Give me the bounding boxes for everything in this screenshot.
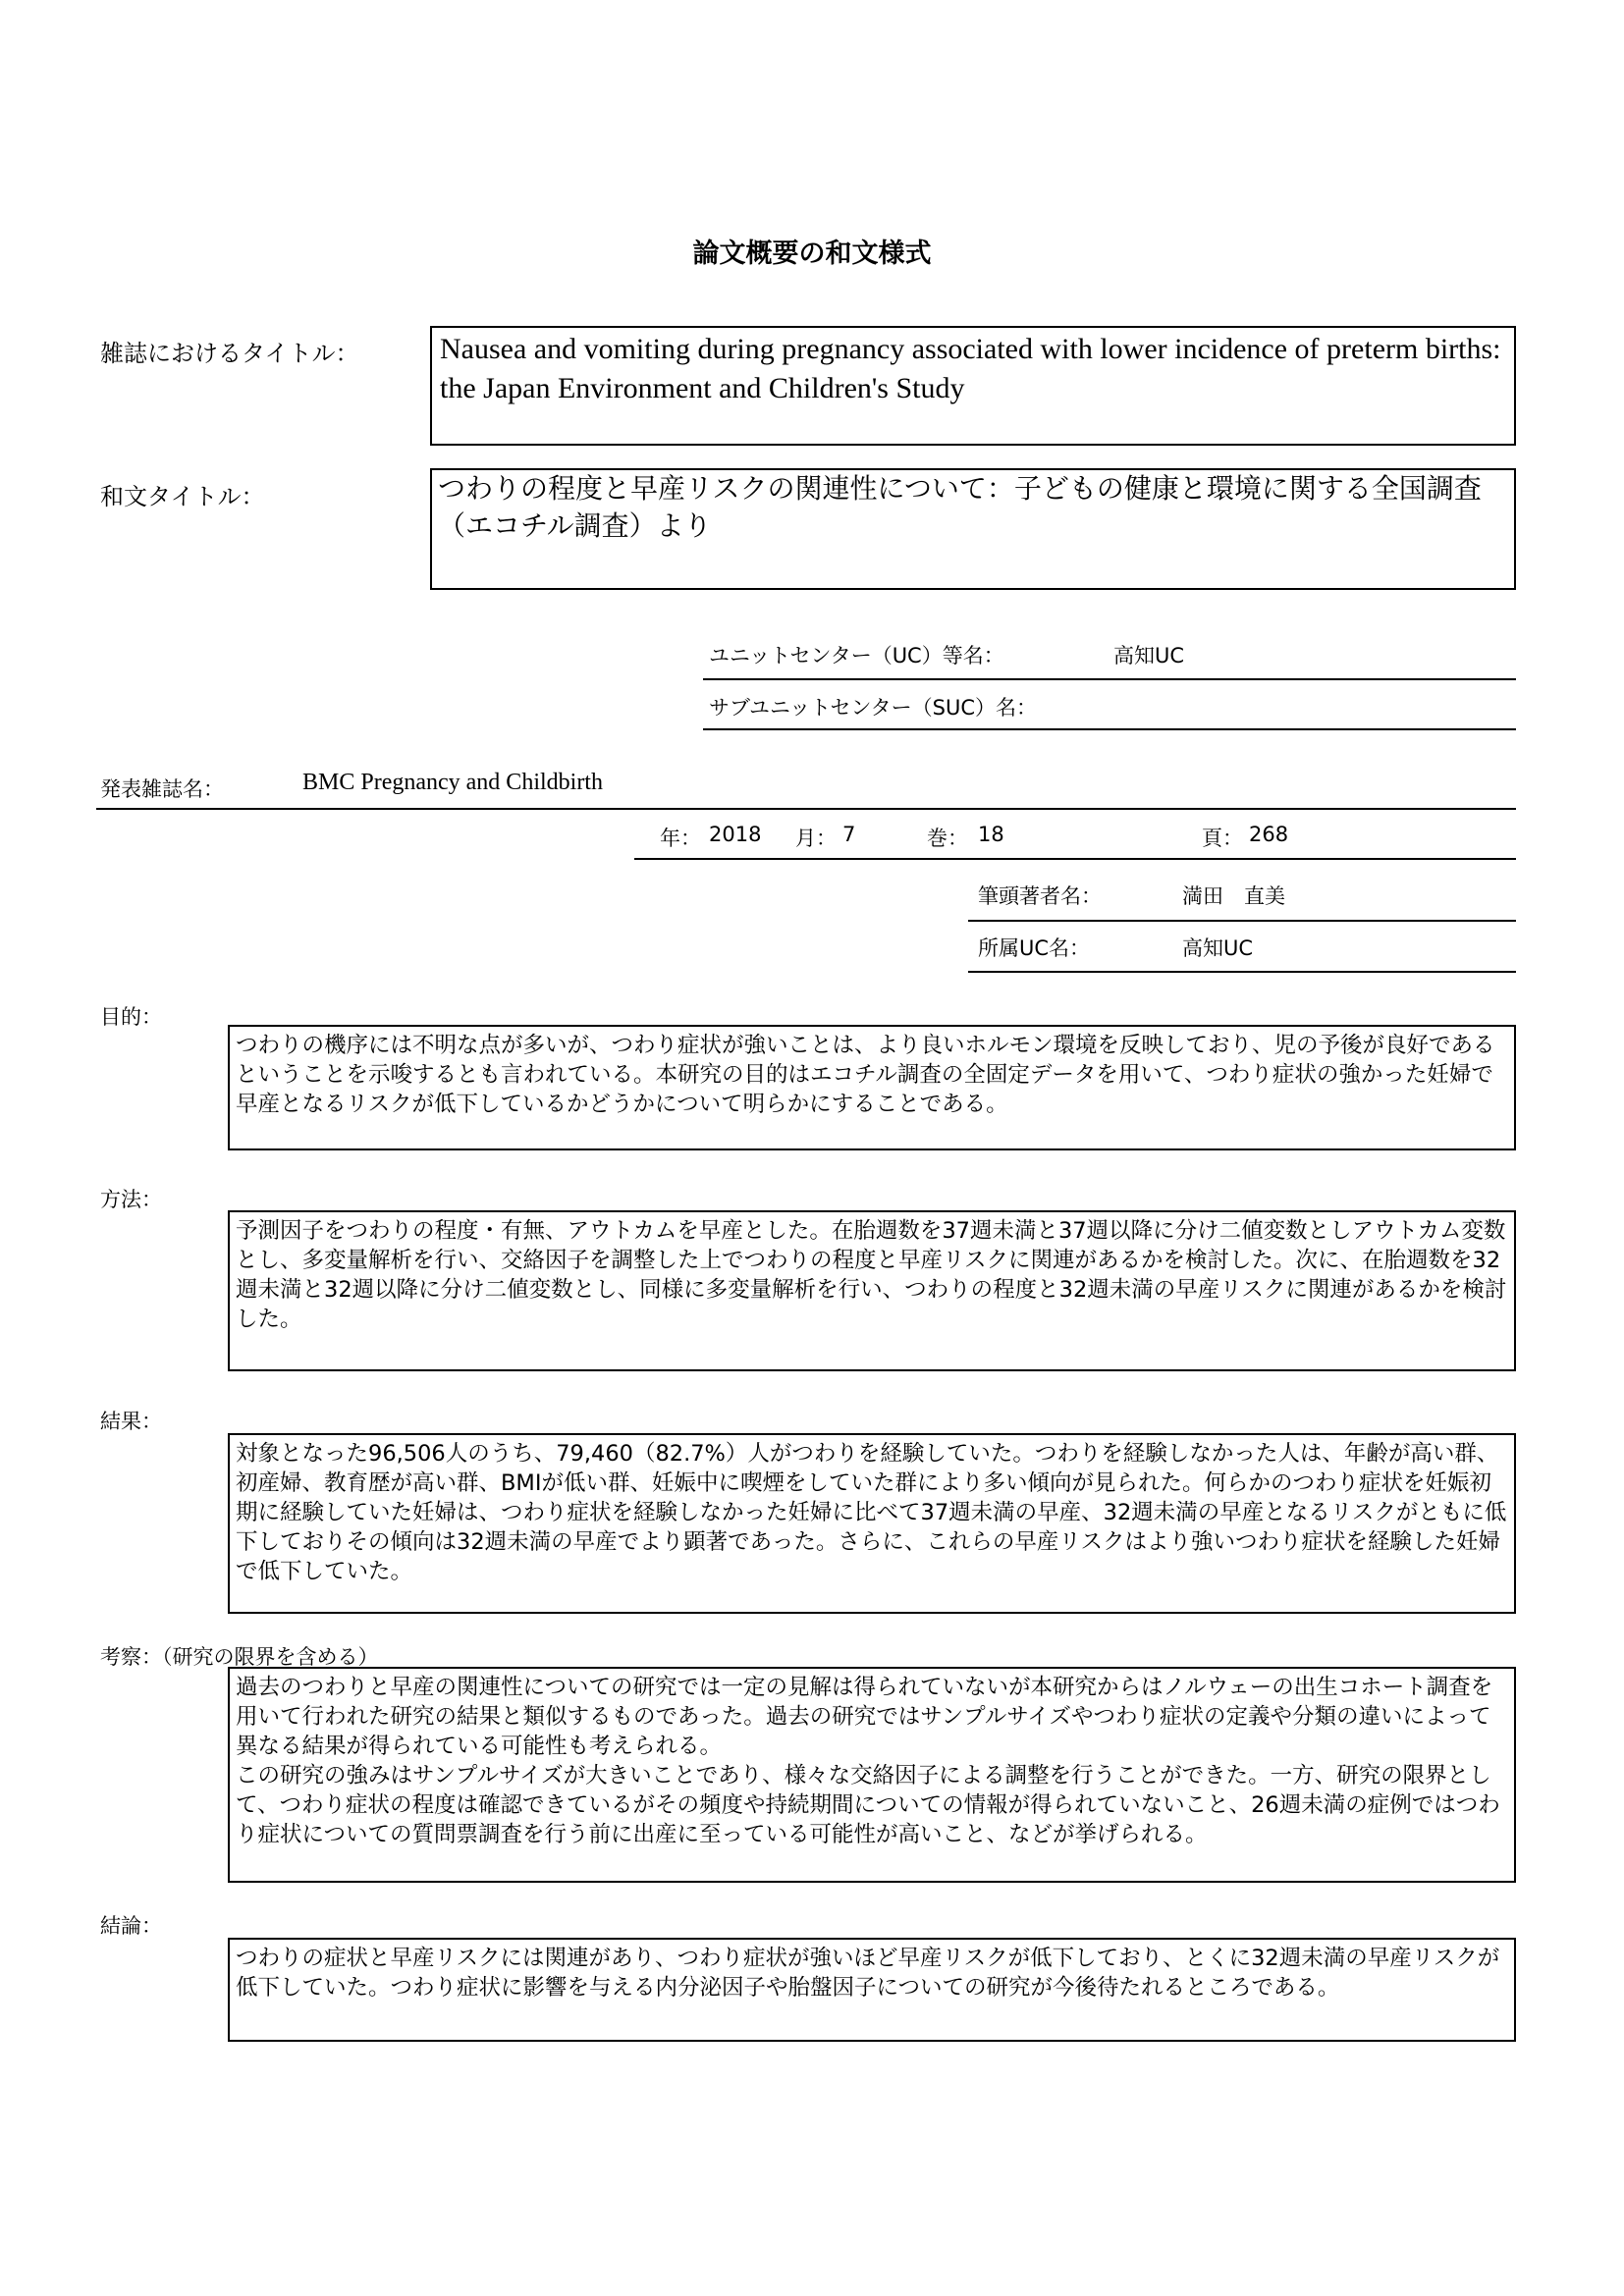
first-author-value: 満田 直美 — [1182, 884, 1285, 908]
methods-field — [228, 1210, 1516, 1371]
suc-underline — [703, 728, 1516, 730]
affiliation-value: 高知UC — [1182, 936, 1254, 960]
first-author-label: 筆頭著者名： — [978, 884, 1102, 908]
uc-underline — [703, 678, 1516, 680]
volume-label: 巻： — [927, 827, 968, 850]
publication-journal-value: BMC Pregnancy and Childbirth — [302, 770, 603, 795]
page-label: 頁： — [1202, 827, 1243, 850]
conclusion-label: 結論： — [100, 1914, 162, 1938]
affiliation-label: 所属UC名： — [978, 936, 1091, 960]
first-author-underline — [968, 920, 1516, 922]
uc-label: ユニットセンター（UC）等名： — [709, 644, 1004, 667]
publication-journal-label: 発表雑誌名： — [100, 777, 224, 801]
purpose-field — [228, 1025, 1516, 1150]
discussion-text: 過去のつわりと早産の関連性についての研究では一定の見解は得られていないが本研究からはノルウェーの出生コホート調査を用いて行われた研究の結果と類似するものであった。過去の研究ではサンプルサイズやつわり症状の定義や分類の違いによって異なる結果が得られている可能性も考えられる。 この研究の強みはサンプルサイズが大きいことであり、様々な交絡因子による調整を行うことができた。一方、研究の限界として、つわり症状の程度は確認できているがその頻度や持続期間についての情報が得られていないこと、26週未満の症例ではつわり症状についての質問票調査を行う前に出産に至っている可能性が高いこと、などが挙げられる。 — [236, 1675, 1500, 1847]
affiliation-underline — [968, 971, 1516, 973]
uc-value: 高知UC — [1113, 644, 1185, 667]
journal-title-field — [430, 326, 1516, 446]
page-title: 論文概要の和文様式 — [692, 239, 932, 269]
conclusion-text: つわりの症状と早産リスクには関連があり、つわり症状が強いほど早産リスクが低下しており、とくに32週未満の早産リスクが低下していた。つわり症状に影響を与える内分泌因子や胎盤因子についての研究が今後待たれるところである。 — [236, 1946, 1500, 2001]
journal-underline — [96, 808, 1516, 810]
publication-details-underline — [634, 858, 1516, 860]
conclusion-field — [228, 1938, 1516, 2042]
month-value: 7 — [842, 823, 856, 846]
journal-title-label: 雑誌におけるタイトル： — [100, 340, 359, 367]
suc-label: サブユニットセンター（SUC）名： — [709, 696, 1038, 720]
discussion-field — [228, 1667, 1516, 1883]
japanese-title-field — [430, 468, 1516, 590]
volume-value: 18 — [978, 823, 1004, 846]
purpose-text: つわりの機序には不明な点が多いが、つわり症状が強いことは、より良いホルモン環境を反映しており、児の予後が良好であるということを示唆するとも言われている。本研究の目的はエコチル調査の全固定データを用いて、つわり症状の強かった妊婦で早産となるリスクが低下しているかどうかについて明らかにすることである。 — [236, 1033, 1495, 1117]
japanese-title-value: つわりの程度と早産リスクの関連性について：子どもの健康と環境に関する全国調査（エコチル調査）より — [438, 472, 1482, 542]
month-label: 月： — [795, 827, 837, 850]
journal-title-value: Nausea and vomiting during pregnancy associated with lower incidence of preterm births: the Japan Environment and Children's Study — [440, 333, 1501, 404]
year-value: 2018 — [709, 823, 762, 846]
discussion-label: 考察：（研究の限界を含める） — [100, 1645, 379, 1669]
japanese-title-label: 和文タイトル： — [100, 483, 265, 510]
methods-label: 方法： — [100, 1188, 162, 1211]
results-field — [228, 1433, 1516, 1614]
page-value: 268 — [1249, 823, 1289, 846]
purpose-label: 目的： — [100, 1005, 162, 1029]
year-label: 年： — [660, 827, 701, 850]
results-label: 結果： — [100, 1410, 162, 1433]
methods-text: 予測因子をつわりの程度・有無、アウトカムを早産とした。在胎週数を37週未満と37週以降に分け二値変数としアウトカム変数とし、多変量解析を行い、交絡因子を調整した上でつわりの程度と早産リスクに関連があるかを検討した。次に、在胎週数を32週未満と32週以降に分け二値変数とし、同様に多変量解析を行い、つわりの程度と32週未満の早産リスクに関連があるかを検討した。 — [236, 1218, 1507, 1332]
results-text: 対象となった96,506人のうち、79,460（82.7%）人がつわりを経験していた。つわりを経験しなかった人は、年齢が高い群、初産婦、教育歴が高い群、BMIが低い群、妊娠中に喫煙をしていた群により多い傾向が見られた。何らかのつわり症状を妊娠初期に経験していた妊婦は、つわり症状を経験しなかった妊婦に比べて37週未満の早産、32週未満の早産となるリスクがともに低下しておりその傾向は32週未満の早産でより顕著であった。さらに、これらの早産リスクはより強いつわり症状を経験した妊婦で低下していた。 — [236, 1441, 1507, 1584]
